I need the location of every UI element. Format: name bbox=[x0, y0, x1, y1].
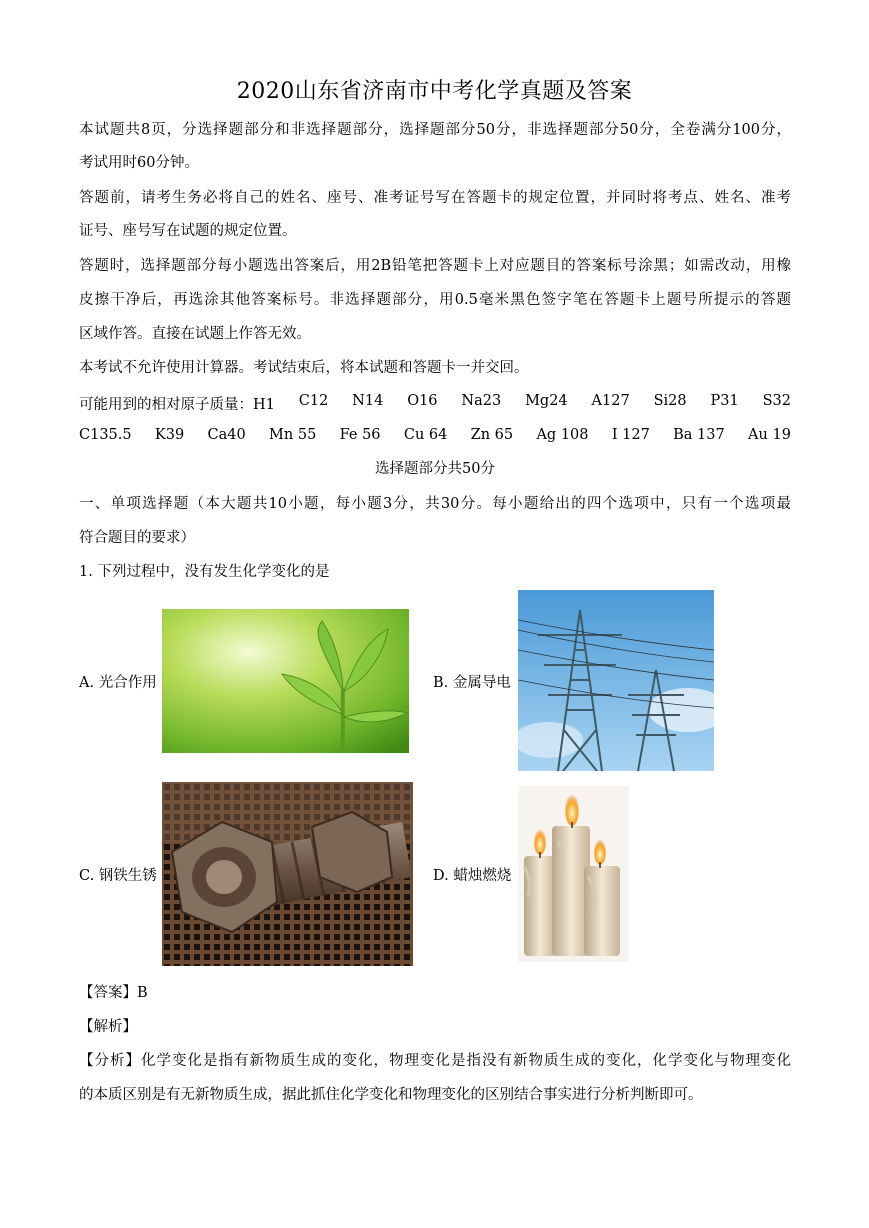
atomic-mass: Ag 108 bbox=[536, 427, 589, 443]
answer-line: 【答案】B bbox=[79, 985, 148, 1001]
instruction-line-2: 考试用时60分钟。 bbox=[79, 155, 199, 171]
rusty-bolt-image bbox=[162, 782, 413, 966]
atomic-mass: 可能用到的相对原子质量：H1 bbox=[79, 397, 275, 413]
atomic-mass: K39 bbox=[154, 427, 185, 443]
instruction-line-6: 皮擦干净后，再选涂其他答案标号。非选择题部分，用0.5毫米黑色签字笔在答题卡上题号所提示的答题 bbox=[79, 292, 791, 308]
atomic-mass: S32 bbox=[762, 393, 791, 409]
atomic-mass: Mn 55 bbox=[269, 427, 317, 443]
option-b-label: B. 金属导电 bbox=[433, 675, 511, 691]
part-one-line-1: 一、单项选择题（本大题共10小题，每小题3分，共30分。每小题给出的四个选项中，只有一个选项最 bbox=[79, 496, 791, 512]
analysis-heading: 【解析】 bbox=[79, 1019, 137, 1035]
atomic-mass: Zn 65 bbox=[470, 427, 514, 443]
atomic-mass: O16 bbox=[407, 393, 438, 409]
question-1-stem: 1. 下列过程中，没有发生化学变化的是 bbox=[79, 564, 330, 580]
atomic-mass: Mg24 bbox=[525, 393, 568, 409]
instruction-line-1: 本试题共8页，分选择题部分和非选择题部分，选择题部分50分，非选择题部分50分，全卷满分100分， bbox=[79, 122, 791, 138]
option-d-label: D. 蜡烛燃烧 bbox=[433, 868, 512, 884]
atomic-mass: Cu 64 bbox=[403, 427, 448, 443]
atomic-mass: Au 19 bbox=[748, 427, 791, 443]
atomic-mass: Si28 bbox=[653, 393, 687, 409]
atomic-mass: C12 bbox=[298, 393, 329, 409]
option-c-label: C. 钢铁生锈 bbox=[79, 868, 157, 884]
atomic-mass: A127 bbox=[591, 393, 630, 409]
power-towers-image bbox=[518, 590, 714, 771]
analysis-line-1: 【分析】化学变化是指有新物质生成的变化，物理变化是指没有新物质生成的变化，化学变化与物理变化 bbox=[79, 1053, 791, 1069]
atomic-mass: P31 bbox=[710, 393, 739, 409]
candles-image bbox=[518, 786, 629, 962]
atomic-mass: Na23 bbox=[461, 393, 502, 409]
option-a-label: A. 光合作用 bbox=[79, 675, 157, 691]
section-heading: 选择题部分共50分 bbox=[375, 461, 495, 477]
instruction-line-5: 答题时，选择题部分每小题选出答案后，用2B铅笔把答题卡上对应题目的答案标号涂黑；如需改动，用橡 bbox=[79, 258, 791, 274]
instruction-line-7: 区域作答。直接在试题上作答无效。 bbox=[79, 326, 311, 342]
atomic-mass: Fe 56 bbox=[339, 427, 381, 443]
plant-sprout-image bbox=[162, 609, 409, 753]
atomic-mass: Ca40 bbox=[207, 427, 246, 443]
atomic-masses-row-1 bbox=[79, 393, 791, 414]
instruction-line-3: 答题前，请考生务必将自己的姓名、座号、准考证号写在答题卡的规定位置，并同时将考点、姓名、准考 bbox=[79, 190, 791, 206]
atomic-mass: Ba 137 bbox=[673, 427, 725, 443]
instruction-line-4: 证号、座号写在试题的规定位置。 bbox=[79, 223, 297, 239]
part-one-line-2: 符合题目的要求） bbox=[79, 530, 195, 546]
analysis-line-2: 的本质区别是有无新物质生成，据此抓住化学变化和物理变化的区别结合事实进行分析判断即可。 bbox=[79, 1087, 703, 1103]
page-title: 2020山东省济南市中考化学真题及答案 bbox=[236, 79, 633, 104]
atomic-mass: C135.5 bbox=[79, 427, 132, 443]
atomic-mass: I 127 bbox=[611, 427, 650, 443]
atomic-mass: N14 bbox=[352, 393, 384, 409]
atomic-masses-row-2 bbox=[79, 427, 791, 443]
instruction-line-8: 本考试不允许使用计算器。考试结束后，将本试题和答题卡一并交回。 bbox=[79, 360, 529, 376]
